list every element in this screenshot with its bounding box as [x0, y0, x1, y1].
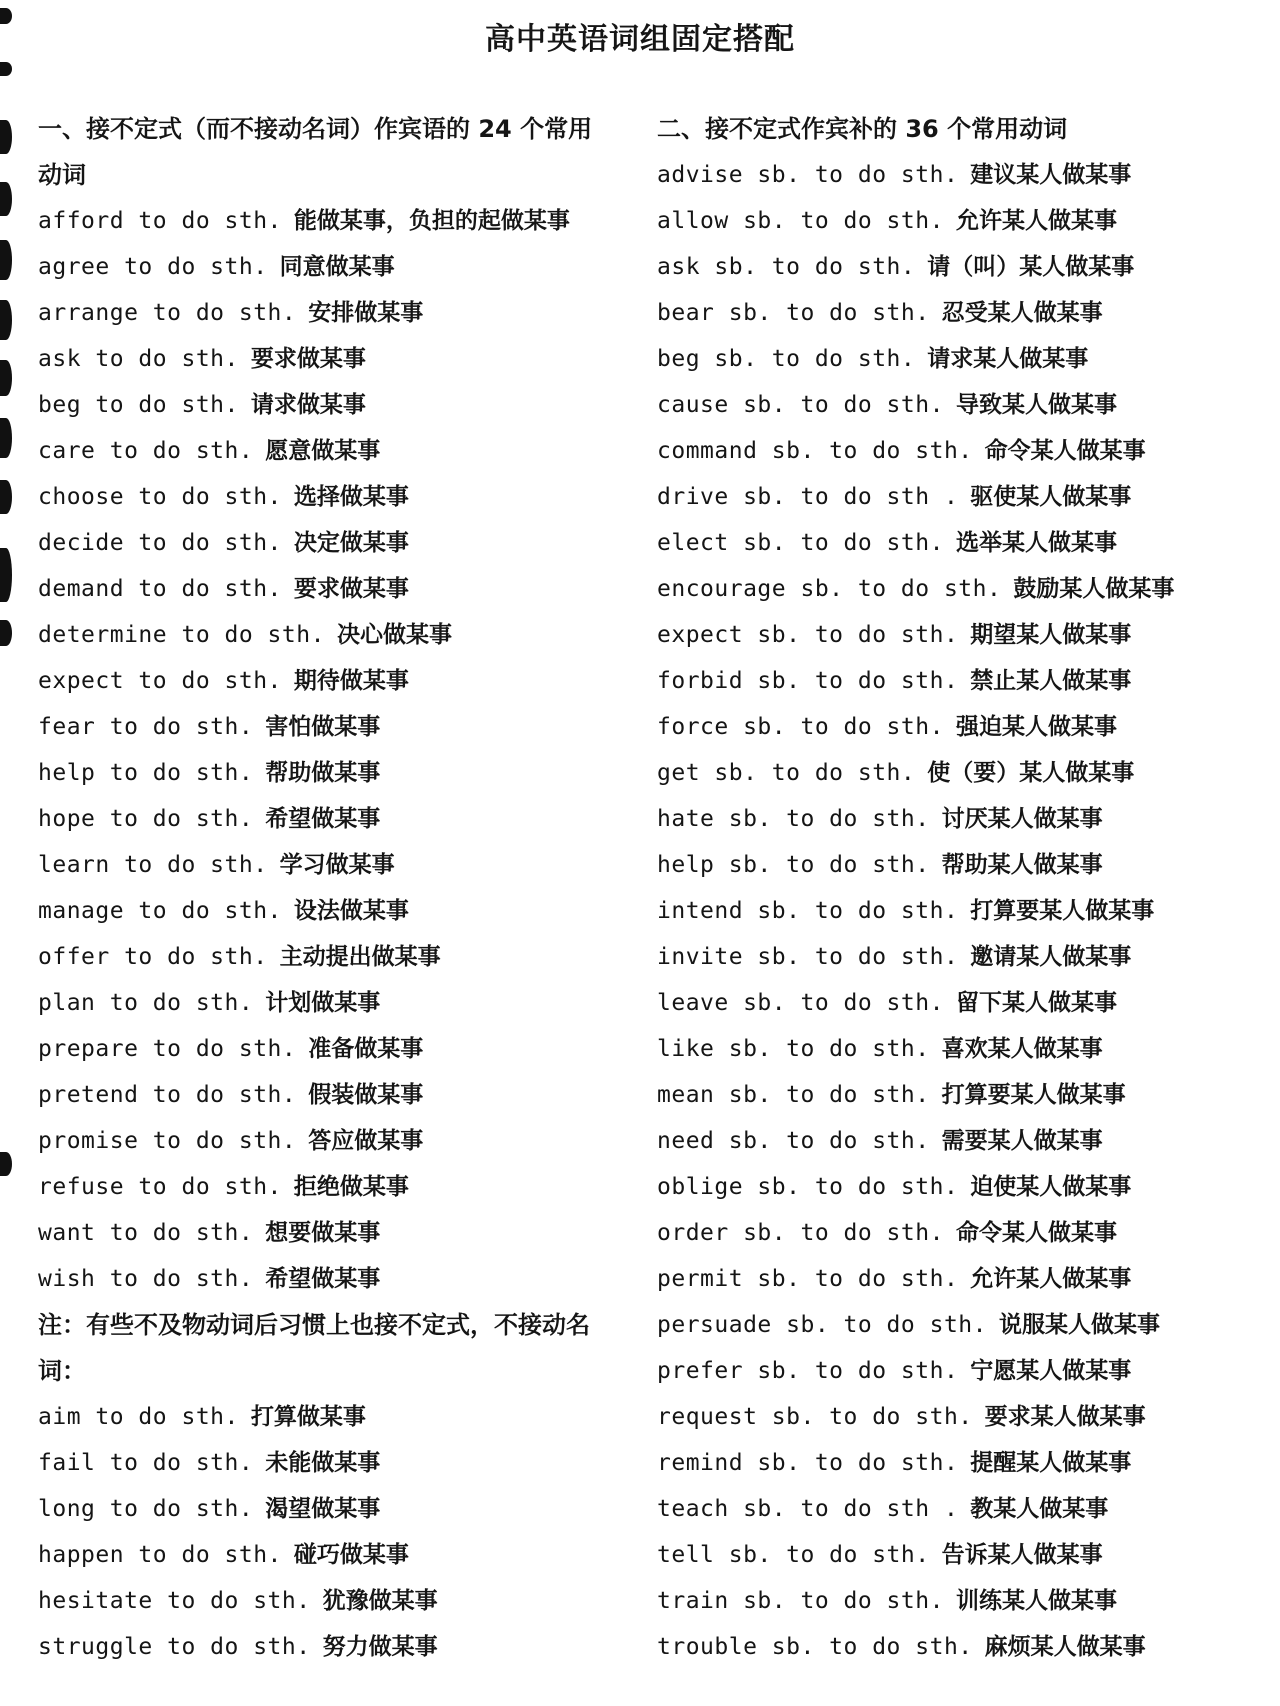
phrase-meaning: 愿意做某事: [265, 438, 381, 464]
phrase-entry: [657, 520, 1267, 566]
phrase-entry: [38, 1210, 618, 1256]
phrase-text: choose to do sth.: [38, 484, 282, 510]
phrase-entry: [657, 750, 1267, 796]
phrase-meaning: 教某人做某事: [970, 1496, 1109, 1522]
phrase-meaning: 答应做某事: [308, 1128, 424, 1154]
phrase-text: permit sb. to do sth.: [657, 1266, 959, 1292]
phrase-entry: [657, 1164, 1267, 1210]
phrase-meaning: 鼓励某人做某事: [1013, 576, 1175, 602]
phrase-entry: [38, 244, 618, 290]
phrase-entry: [657, 1394, 1267, 1440]
phrase-text: advise sb. to do sth.: [657, 162, 959, 188]
phrase-text: cause sb. to do sth.: [657, 392, 944, 418]
phrase-text: wish to do sth.: [38, 1266, 254, 1292]
phrase-meaning: 要求某人做某事: [984, 1404, 1146, 1430]
phrase-entry: [657, 612, 1267, 658]
phrase-entry: [38, 520, 618, 566]
phrase-text: pretend to do sth.: [38, 1082, 297, 1108]
phrase-meaning: 害怕做某事: [265, 714, 381, 740]
phrase-entry: [657, 474, 1267, 520]
phrase-text: need sb. to do sth.: [657, 1128, 930, 1154]
phrase-meaning: 请求做某事: [250, 392, 366, 418]
phrase-entry: [657, 1256, 1267, 1302]
phrase-text: fail to do sth.: [38, 1450, 254, 1476]
phrase-meaning: 禁止某人做某事: [970, 668, 1132, 694]
phrase-text: expect sb. to do sth.: [657, 622, 959, 648]
phrase-entry: [657, 198, 1267, 244]
phrase-entry: [38, 1026, 618, 1072]
phrase-text: aim to do sth.: [38, 1404, 239, 1430]
note-entry-list: [38, 1394, 618, 1670]
phrase-text: hesitate to do sth.: [38, 1588, 311, 1614]
phrase-meaning: 打算做某事: [250, 1404, 366, 1430]
phrase-entry: [38, 474, 618, 520]
phrase-entry: [657, 842, 1267, 888]
phrase-entry: [38, 1164, 618, 1210]
phrase-text: agree to do sth.: [38, 254, 268, 280]
phrase-meaning: 请求某人做某事: [927, 346, 1089, 372]
phrase-entry: [657, 336, 1267, 382]
phrase-entry: [38, 1072, 618, 1118]
phrase-entry: [38, 1440, 618, 1486]
phrase-meaning: 要求做某事: [293, 576, 409, 602]
phrase-entry: [657, 934, 1267, 980]
phrase-text: promise to do sth.: [38, 1128, 297, 1154]
phrase-meaning: 提醒某人做某事: [970, 1450, 1132, 1476]
left-entry-list: [38, 198, 618, 1302]
phrase-entry: [38, 842, 618, 888]
phrase-text: leave sb. to do sth.: [657, 990, 944, 1016]
phrase-entry: [657, 290, 1267, 336]
phrase-entry: [38, 612, 618, 658]
phrase-meaning: 麻烦某人做某事: [984, 1634, 1146, 1660]
phrase-text: beg to do sth.: [38, 392, 239, 418]
phrase-meaning: 决心做某事: [336, 622, 452, 648]
phrase-text: force sb. to do sth.: [657, 714, 944, 740]
phrase-meaning: 强迫某人做某事: [955, 714, 1117, 740]
phrase-entry: [38, 290, 618, 336]
phrase-entry: [657, 1624, 1267, 1670]
phrase-meaning: 邀请某人做某事: [970, 944, 1132, 970]
phrase-meaning: 想要做某事: [265, 1220, 381, 1246]
phrase-meaning: 允许某人做某事: [955, 208, 1117, 234]
phrase-meaning: 准备做某事: [308, 1036, 424, 1062]
phrase-meaning: 主动提出做某事: [279, 944, 441, 970]
phrase-entry: [657, 888, 1267, 934]
phrase-entry: [38, 1118, 618, 1164]
phrase-text: drive sb. to do sth .: [657, 484, 959, 510]
phrase-text: learn to do sth.: [38, 852, 268, 878]
phrase-meaning: 学习做某事: [279, 852, 395, 878]
phrase-text: order sb. to do sth.: [657, 1220, 944, 1246]
phrase-entry: [657, 1578, 1267, 1624]
phrase-meaning: 计划做某事: [265, 990, 381, 1016]
phrase-text: refuse to do sth.: [38, 1174, 282, 1200]
phrase-text: plan to do sth.: [38, 990, 254, 1016]
phrase-entry: [657, 1210, 1267, 1256]
phrase-text: happen to do sth.: [38, 1542, 282, 1568]
phrase-entry: [657, 1072, 1267, 1118]
section-heading-infinitive-object: 一、接不定式（而不接动名词）作宾语的 24 个常用动词: [38, 115, 593, 189]
phrase-text: help sb. to do sth.: [657, 852, 930, 878]
phrase-text: request sb. to do sth.: [657, 1404, 973, 1430]
phrase-text: tell sb. to do sth.: [657, 1542, 930, 1568]
phrase-meaning: 讨厌某人做某事: [941, 806, 1103, 832]
phrase-entry: [38, 1578, 618, 1624]
page-title: 高中英语词组固定搭配: [485, 22, 795, 57]
phrase-meaning: 需要某人做某事: [941, 1128, 1103, 1154]
right-column: [657, 106, 1267, 1670]
phrase-meaning: 说服某人做某事: [999, 1312, 1160, 1338]
phrase-entry: [38, 1486, 618, 1532]
phrase-text: get sb. to do sth.: [657, 760, 916, 786]
phrase-entry: [657, 152, 1267, 198]
phrase-meaning: 帮助做某事: [265, 760, 381, 786]
phrase-meaning: 导致某人做某事: [955, 392, 1117, 418]
phrase-entry: [38, 566, 618, 612]
phrase-meaning: 驱使某人做某事: [970, 484, 1132, 510]
phrase-meaning: 要求做某事: [250, 346, 366, 372]
phrase-meaning: 努力做某事: [322, 1634, 438, 1660]
phrase-meaning: 告诉某人做某事: [941, 1542, 1103, 1568]
phrase-entry: [38, 980, 618, 1026]
phrase-entry: [657, 658, 1267, 704]
phrase-entry: [657, 1026, 1267, 1072]
phrase-text: manage to do sth.: [38, 898, 282, 924]
phrase-meaning: 未能做某事: [265, 1450, 381, 1476]
phrase-entry: [657, 566, 1267, 612]
phrase-meaning: 命令某人做某事: [984, 438, 1146, 464]
phrase-entry: [38, 1394, 618, 1440]
phrase-entry: [38, 336, 618, 382]
phrase-meaning: 安排做某事: [308, 300, 424, 326]
phrase-text: prefer sb. to do sth.: [657, 1358, 959, 1384]
phrase-entry: [38, 198, 618, 244]
phrase-entry: [657, 704, 1267, 750]
phrase-meaning: 打算要某人做某事: [941, 1082, 1126, 1108]
phrase-meaning: 迫使某人做某事: [970, 1174, 1132, 1200]
phrase-entry: [38, 796, 618, 842]
phrase-text: command sb. to do sth.: [657, 438, 973, 464]
phrase-meaning: 期望某人做某事: [970, 622, 1132, 648]
phrase-text: elect sb. to do sth.: [657, 530, 944, 556]
phrase-entry: [38, 704, 618, 750]
phrase-entry: [38, 1624, 618, 1670]
phrase-meaning: 希望做某事: [265, 806, 381, 832]
phrase-text: persuade sb. to do sth.: [657, 1312, 987, 1338]
phrase-text: prepare to do sth.: [38, 1036, 297, 1062]
phrase-meaning: 假装做某事: [308, 1082, 424, 1108]
note-intransitive: 注：有些不及物动词后习惯上也接不定式，不接动名词：: [38, 1311, 590, 1385]
phrase-entry: [657, 796, 1267, 842]
phrase-text: arrange to do sth.: [38, 300, 297, 326]
phrase-text: afford to do sth.: [38, 208, 282, 234]
phrase-entry: [38, 1532, 618, 1578]
phrase-text: remind sb. to do sth.: [657, 1450, 959, 1476]
phrase-text: like sb. to do sth.: [657, 1036, 930, 1062]
phrase-meaning: 拒绝做某事: [293, 1174, 409, 1200]
phrase-text: mean sb. to do sth.: [657, 1082, 930, 1108]
phrase-meaning: 忍受某人做某事: [941, 300, 1103, 326]
phrase-meaning: 宁愿某人做某事: [970, 1358, 1132, 1384]
phrase-meaning: 打算要某人做某事: [970, 898, 1155, 924]
phrase-meaning: 帮助某人做某事: [941, 852, 1103, 878]
phrase-meaning: 选举某人做某事: [955, 530, 1117, 556]
phrase-entry: [38, 750, 618, 796]
phrase-text: encourage sb. to do sth.: [657, 576, 1002, 602]
phrase-meaning: 请（叫）某人做某事: [927, 254, 1135, 280]
phrase-text: teach sb. to do sth .: [657, 1496, 959, 1522]
phrase-meaning: 能做某事，负担的起做某事: [293, 208, 570, 234]
phrase-text: bear sb. to do sth.: [657, 300, 930, 326]
phrase-text: ask to do sth.: [38, 346, 239, 372]
phrase-meaning: 命令某人做某事: [955, 1220, 1117, 1246]
phrase-meaning: 允许某人做某事: [970, 1266, 1132, 1292]
phrase-entry: [657, 244, 1267, 290]
phrase-meaning: 犹豫做某事: [322, 1588, 438, 1614]
phrase-text: decide to do sth.: [38, 530, 282, 556]
phrase-meaning: 选择做某事: [293, 484, 409, 510]
phrase-meaning: 建议某人做某事: [970, 162, 1132, 188]
phrase-text: offer to do sth.: [38, 944, 268, 970]
phrase-meaning: 渴望做某事: [265, 1496, 381, 1522]
phrase-meaning: 训练某人做某事: [955, 1588, 1117, 1614]
phrase-text: ask sb. to do sth.: [657, 254, 916, 280]
phrase-meaning: 喜欢某人做某事: [941, 1036, 1103, 1062]
phrase-meaning: 碰巧做某事: [293, 1542, 409, 1568]
phrase-meaning: 同意做某事: [279, 254, 395, 280]
phrase-entry: [38, 658, 618, 704]
phrase-text: forbid sb. to do sth.: [657, 668, 959, 694]
phrase-text: demand to do sth.: [38, 576, 282, 602]
left-column: [38, 106, 618, 1670]
phrase-text: intend sb. to do sth.: [657, 898, 959, 924]
phrase-text: expect to do sth.: [38, 668, 282, 694]
phrase-text: hate sb. to do sth.: [657, 806, 930, 832]
phrase-meaning: 使（要）某人做某事: [927, 760, 1135, 786]
phrase-entry: [657, 1440, 1267, 1486]
phrase-entry: [38, 1256, 618, 1302]
phrase-entry: [657, 1486, 1267, 1532]
phrase-text: struggle to do sth.: [38, 1634, 311, 1660]
phrase-entry: [657, 1348, 1267, 1394]
phrase-text: determine to do sth.: [38, 622, 325, 648]
phrase-entry: [657, 382, 1267, 428]
phrase-entry: [657, 1302, 1267, 1348]
phrase-meaning: 决定做某事: [293, 530, 409, 556]
phrase-text: long to do sth.: [38, 1496, 254, 1522]
phrase-entry: [657, 1532, 1267, 1578]
phrase-text: train sb. to do sth.: [657, 1588, 944, 1614]
phrase-text: want to do sth.: [38, 1220, 254, 1246]
phrase-entry: [38, 888, 618, 934]
phrase-entry: [38, 428, 618, 474]
phrase-text: trouble sb. to do sth.: [657, 1634, 973, 1660]
phrase-text: care to do sth.: [38, 438, 254, 464]
right-entry-list: [657, 152, 1267, 1670]
phrase-entry: [38, 934, 618, 980]
phrase-text: beg sb. to do sth.: [657, 346, 916, 372]
phrase-entry: [38, 382, 618, 428]
phrase-entry: [657, 1118, 1267, 1164]
phrase-text: oblige sb. to do sth.: [657, 1174, 959, 1200]
phrase-text: invite sb. to do sth.: [657, 944, 959, 970]
phrase-meaning: 期待做某事: [293, 668, 409, 694]
scan-edge-marks: [0, 0, 20, 1706]
phrase-entry: [657, 428, 1267, 474]
phrase-meaning: 设法做某事: [293, 898, 409, 924]
phrase-entry: [657, 980, 1267, 1026]
section-heading-infinitive-complement: 二、接不定式作宾补的 36 个常用动词: [657, 115, 1068, 143]
phrase-text: fear to do sth.: [38, 714, 254, 740]
phrase-text: hope to do sth.: [38, 806, 254, 832]
phrase-text: allow sb. to do sth.: [657, 208, 944, 234]
phrase-text: help to do sth.: [38, 760, 254, 786]
phrase-meaning: 希望做某事: [265, 1266, 381, 1292]
phrase-meaning: 留下某人做某事: [955, 990, 1117, 1016]
